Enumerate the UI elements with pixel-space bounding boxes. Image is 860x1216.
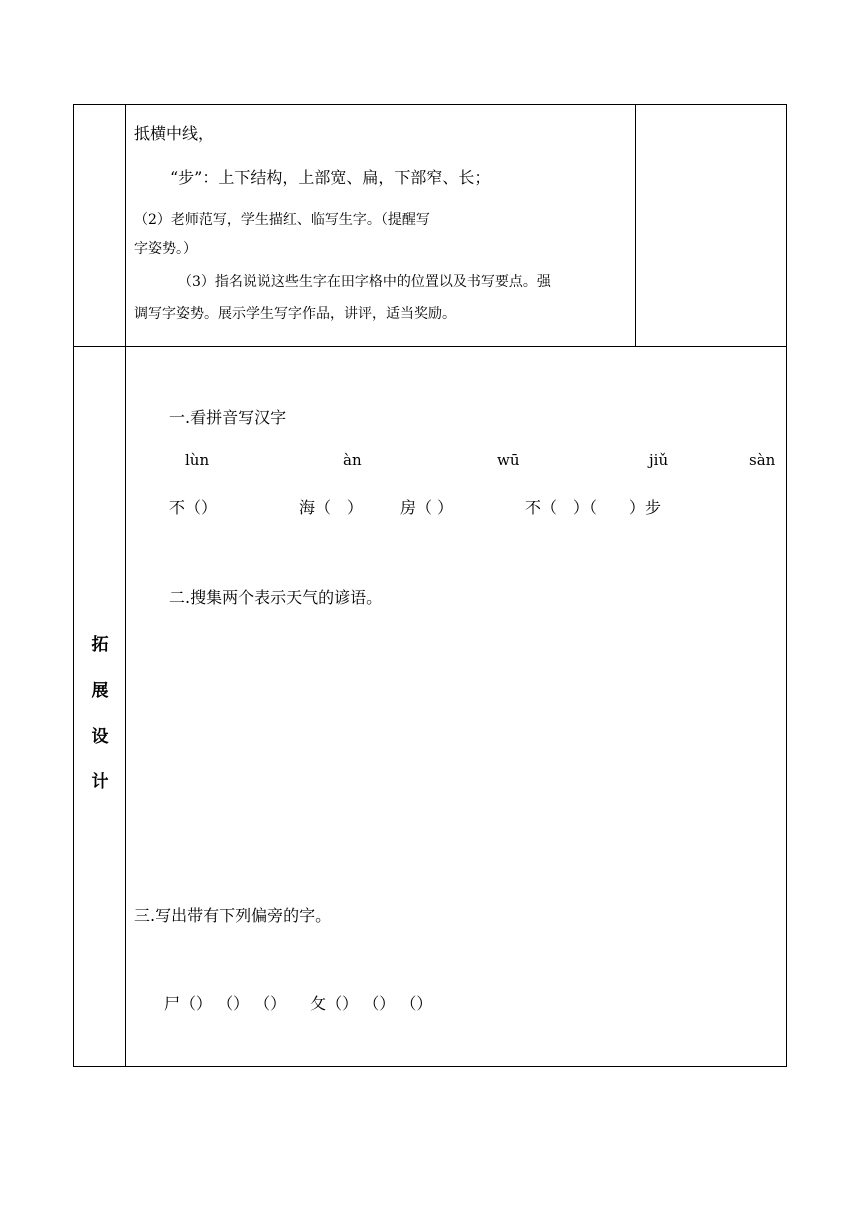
side-label-1: 拓 [91,635,109,655]
question-2-title: 二.搜集两个表示天气的谚语。 [169,588,383,607]
q3-items: 尸（） （） （） 攵（） （） （） [164,994,433,1013]
row1-line3b: 字姿势。） [134,241,197,257]
question-1-title: 一.看拼音写汉字 [169,408,287,427]
pinyin-5: sàn [749,451,776,469]
row-divider [74,346,786,347]
pinyin-4: jiǔ [649,451,669,469]
row1-line4b: 调写字姿势。展示学生写字作品，讲评，适当奖励。 [134,306,456,322]
q1-item-2: 海（ ） [299,498,364,517]
lesson-table [73,104,787,1067]
side-label-2: 展 [91,681,109,701]
row1-line4a: （3）指名说说这些生字在田字格中的位置以及书写要点。强 [178,274,551,290]
question-3-title: 三.写出带有下列偏旁的字。 [134,906,332,925]
q1-item-3: 房（ ） [400,498,454,517]
row1-line2: “步”：上下结构，上部宽、扁，下部窄、长； [170,168,491,187]
pinyin-2: àn [343,451,362,469]
row1-line1: 抵横中线， [134,124,215,143]
q1-item-1: 不（） [169,498,218,517]
q1-item-4: 不（ ）（ ）步 [525,498,662,517]
pinyin-1: lùn [185,451,210,469]
row1-line3a: （2）老师范写，学生描红、临写生字。（提醒写 [134,212,430,228]
column-divider-left [125,105,126,1066]
column-divider-right [635,105,636,346]
side-label-3: 设 [91,727,109,747]
side-label-4: 计 [91,772,109,792]
pinyin-3: wū [497,451,520,469]
